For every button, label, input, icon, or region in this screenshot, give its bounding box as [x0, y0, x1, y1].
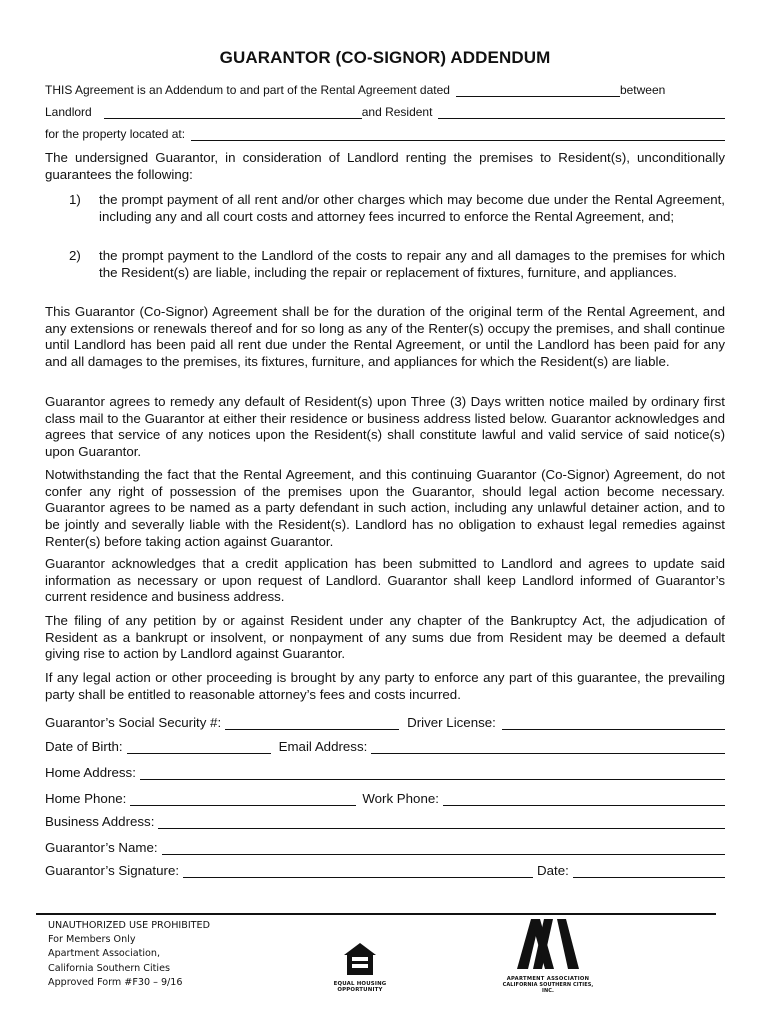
ssn-field[interactable] — [225, 717, 399, 730]
list-item — [69, 248, 725, 281]
home-phone-field[interactable] — [130, 793, 356, 806]
home-address-field[interactable] — [140, 767, 725, 780]
between-label: between — [619, 83, 666, 97]
dob-field[interactable] — [127, 741, 271, 754]
home-phone-label: Home Phone: — [45, 791, 127, 806]
work-phone-label: Work Phone: — [362, 791, 439, 806]
signature-label: Guarantor’s Signature: — [45, 863, 180, 878]
bankruptcy-paragraph: The filing of any petition by or against Resident under any chapter of the Bankruptcy Act, the adjudication of Resident as a bankrupt or insolvent, or nonpayment of any sums due from Resident may be deemed a default giving rise to action by Landlord against Guarantor. — [45, 613, 725, 662]
duration-paragraph: This Guarantor (Co-Signor) Agreement shall be for the duration of the original term of the Rental Agreement, and any extensions or renewals thereof and for so long as any of the Renter(s) occupy the premises, and shall continue until Landlord has been paid all rent due under the Rental Agreement, or until the Landlord has been paid for any and all damages to the premises, its fixtures, furniture, and appliances for which the Resident(s) are liable. — [45, 304, 725, 370]
landlord-resident-line — [45, 105, 725, 119]
credit-paragraph: Guarantor acknowledges that a credit application has been submitted to Landlord and agrees to update said information as necessary or upon request of Landlord. Guarantor shall keep Landlord informed of Guarantor’s current residence and business address. — [45, 556, 725, 605]
property-blank[interactable] — [191, 129, 725, 141]
footer-association: Apartment Association, — [48, 948, 161, 960]
equal-housing-house-icon — [343, 942, 377, 976]
license-label: Driver License: — [407, 715, 496, 730]
list-item-number: 1) — [69, 192, 81, 207]
email-field[interactable] — [371, 741, 725, 754]
resident-label: and Resident — [361, 105, 433, 119]
list-item — [69, 192, 725, 225]
list-item-text: the prompt payment of all rent and/or other charges which may become due under the Rental Agreement, including any and all court costs and attorney fees incurred to enforce the Rental Agreement, and; — [99, 192, 725, 224]
apartment-association-emblem-icon — [514, 917, 582, 971]
apartment-association-logo — [500, 917, 596, 994]
email-label: Email Address: — [278, 739, 368, 754]
name-row — [45, 840, 725, 855]
footer-block — [48, 919, 210, 990]
signature-row — [45, 863, 725, 878]
ssn-label: Guarantor’s Social Security #: — [45, 715, 222, 730]
equal-housing-logo — [328, 942, 392, 993]
guarantor-name-field[interactable] — [162, 842, 725, 855]
phone-row — [45, 791, 725, 806]
business-address-row — [45, 814, 725, 829]
license-field[interactable] — [502, 717, 725, 730]
landlord-label: Landlord — [45, 105, 92, 119]
guarantor-name-label: Guarantor’s Name: — [45, 840, 158, 855]
home-address-row — [45, 765, 725, 780]
business-address-label: Business Address: — [45, 814, 155, 829]
fees-paragraph: If any legal action or other proceeding is brought by any party to enforce any part of this guarantee, the prevailing party shall be entitled to reasonable attorney’s fees and costs incurred. — [45, 670, 725, 702]
date-field[interactable] — [573, 865, 725, 878]
date-label: Date: — [537, 863, 569, 878]
footer-members: For Members Only — [48, 934, 136, 946]
footer-region: California Southern Cities — [48, 962, 170, 974]
footer-unauthorized: UNAUTHORIZED USE PROHIBITED — [48, 920, 210, 931]
landlord-blank[interactable] — [104, 107, 362, 119]
agreement-date-blank[interactable] — [456, 85, 620, 97]
association-text-1: APARTMENT ASSOCIATION — [506, 976, 590, 982]
agreement-date-label: THIS Agreement is an Addendum to and part of the Rental Agreement dated — [45, 83, 450, 97]
document-title: GUARANTOR (CO-SIGNOR) ADDENDUM — [219, 48, 551, 67]
work-phone-field[interactable] — [443, 793, 725, 806]
footer-rule — [36, 913, 716, 915]
list-item-text: the prompt payment to the Landlord of the costs to repair any and all damages to the premises for which the Resident(s) are liable, including the repair or replacement of fixtures, furniture, and appliances. — [99, 248, 725, 280]
intro-paragraph: The undersigned Guarantor, in consideration of Landlord renting the premises to Resident(s), unconditionally guarantees the following: — [45, 150, 725, 182]
property-label: for the property located at: — [45, 127, 186, 141]
dob-email-row — [45, 739, 725, 754]
footer-form-number: Approved Form #F30 – 9/16 — [48, 976, 183, 988]
default-paragraph: Guarantor agrees to remedy any default of Resident(s) upon Three (3) Days written notice mailed by ordinary first class mail to the Guarantor at either their residence or business address listed below. Guarantor acknowledges and agrees that service of any notices upon the Resident(s) shall constitute lawful and valid service of said notice(s) upon Guarantor. — [45, 394, 725, 460]
ssn-license-row — [45, 715, 725, 730]
legal-action-paragraph: Notwithstanding the fact that the Rental Agreement, and this continuing Guarantor (Co-Signor) Agreement, do not confer any right of possession of the premises upon the Guarantor, should legal action become necessary. Guarantor agrees to be named as a party defendant in such action, including any unlawful detainer action, and to be jointly and severally liable with the Resident(s). Landlord has no obligation to exhaust legal remedies against Renter(s) before taking action against Guarantor. — [45, 467, 725, 549]
agreement-date-line — [45, 83, 725, 97]
equal-housing-text-2: OPPORTUNITY — [337, 987, 383, 993]
list-item-number: 2) — [69, 248, 81, 263]
signature-field[interactable] — [183, 865, 533, 878]
equal-housing-text-1: EQUAL HOUSING — [333, 981, 387, 987]
business-address-field[interactable] — [158, 816, 725, 829]
property-line — [45, 127, 725, 141]
dob-label: Date of Birth: — [45, 739, 123, 754]
resident-blank[interactable] — [438, 107, 725, 119]
home-address-label: Home Address: — [45, 765, 136, 780]
association-text-2: CALIFORNIA SOUTHERN CITIES, INC. — [502, 982, 594, 994]
